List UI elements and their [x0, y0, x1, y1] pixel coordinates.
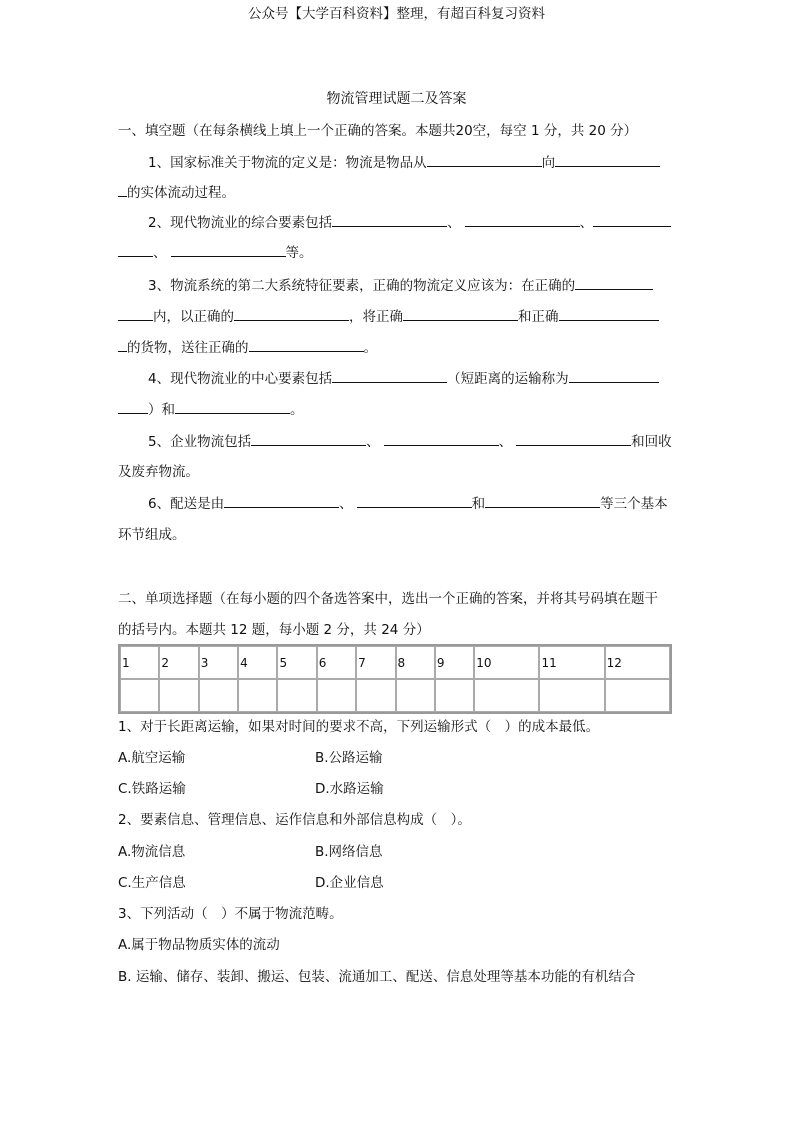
answer-blank[interactable]: [118, 338, 127, 352]
q3-line3: [118, 338, 674, 357]
answer-cell[interactable]: [539, 679, 604, 712]
mc-q3-option-a: A.属于物品物质实体的流动: [118, 937, 280, 953]
q1-line1: [148, 153, 674, 172]
mc-q3-stem: 3、下列活动（ ）不属于物流范畴。: [118, 906, 343, 922]
q4-text: （短距离的运输称为: [447, 371, 569, 387]
answer-blank[interactable]: [403, 307, 518, 321]
answer-cell[interactable]: [474, 679, 539, 712]
mc-q1-option-d: D.水路运输: [315, 781, 384, 797]
answer-table: [118, 644, 672, 714]
q6-text: 、: [339, 496, 353, 512]
answer-cell[interactable]: [396, 679, 435, 712]
q3-line2: [118, 307, 674, 326]
answer-blank[interactable]: [357, 494, 472, 508]
q5-text: 、: [498, 434, 513, 450]
q4-text: 。: [290, 402, 304, 418]
q2-line1: [148, 213, 674, 232]
answer-blank[interactable]: [118, 243, 153, 257]
q4-line2: [118, 400, 674, 419]
answer-blank[interactable]: [516, 432, 631, 446]
answer-cell[interactable]: [605, 679, 670, 712]
q3-text: ，将正确: [349, 309, 403, 325]
q6-line1: [148, 494, 674, 513]
mc-q1-option-c: C.铁路运输: [118, 781, 186, 797]
q1-text: 1、国家标准关于物流的定义是：物流是物品从: [148, 155, 427, 171]
section2-heading: 二、单项选择题（在每小题的四个备选答案中，选出一个正确的答案，并将其号码填在题干: [118, 591, 658, 607]
answer-cell[interactable]: [317, 679, 356, 712]
section2-heading-cont: 的括号内。本题共 12 题，每小题 2 分，共 24 分）: [118, 622, 430, 638]
table-header-cell: 5: [277, 646, 316, 679]
q2-text: 等。: [285, 245, 313, 261]
q1-text: 的实体流动过程。: [127, 185, 235, 201]
table-header-cell: 12: [605, 646, 670, 679]
q3-text: 3、物流系统的第二大系统特征要素，正确的物流定义应该为：在正确的: [148, 278, 576, 294]
q6-text: 6、配送是由: [148, 496, 225, 512]
answer-blank[interactable]: [559, 307, 659, 321]
q3-text: 和正确: [518, 309, 559, 325]
mc-q1-stem: 1、对于长距离运输，如果对时间的要求不高，下列运输形式（ ）的成本最低。: [118, 719, 600, 735]
q6-line2: 环节组成。: [118, 527, 186, 543]
q5-text: 和回收: [631, 434, 672, 450]
page-header: 公众号【大学百科资料】整理，有超百科复习资料: [248, 6, 545, 22]
answer-blank[interactable]: [332, 213, 447, 227]
answer-cell[interactable]: [238, 679, 277, 712]
answer-blank[interactable]: [175, 400, 290, 414]
q5-text: 5、企业物流包括: [148, 434, 252, 450]
q3-line1: [148, 276, 674, 295]
table-header-cell: 4: [238, 646, 277, 679]
q4-text: 4、现代物流业的中心要素包括: [148, 371, 333, 387]
q2-text: 、: [579, 215, 594, 231]
q3-text: 内，以正确的: [153, 309, 234, 325]
q2-text: 、: [153, 245, 167, 261]
q4-text: ）和: [148, 402, 175, 418]
answer-blank[interactable]: [384, 432, 499, 446]
table-header-cell: 6: [317, 646, 356, 679]
q6-text: 等三个基本: [600, 496, 668, 512]
answer-blank[interactable]: [249, 338, 364, 352]
answer-blank[interactable]: [118, 400, 148, 414]
answer-cell[interactable]: [199, 679, 238, 712]
mc-q2-option-b: B.网络信息: [315, 844, 383, 860]
answer-blank[interactable]: [234, 307, 349, 321]
table-header-cell: 7: [356, 646, 395, 679]
mc-q2-option-a: A.物流信息: [118, 844, 186, 860]
q2-line2: [118, 243, 674, 262]
answer-cell[interactable]: [159, 679, 198, 712]
answer-blank[interactable]: [575, 276, 653, 290]
q1-text: 向: [541, 155, 556, 171]
answer-cell[interactable]: [435, 679, 474, 712]
table-header-cell: 8: [396, 646, 435, 679]
section1-heading: 一、填空题（在每条横线上填上一个正确的答案。本题共20空，每空 1 分，共 20 分）: [118, 123, 638, 139]
mc-q1-option-a: A.航空运输: [118, 750, 186, 766]
answer-blank[interactable]: [118, 307, 153, 321]
q4-line1: [148, 369, 674, 388]
mc-q2-option-d: D.企业信息: [315, 875, 384, 891]
q5-line1: [148, 432, 674, 451]
q6-text: 和: [471, 496, 486, 512]
q5-line2: 及废弃物流。: [118, 464, 199, 480]
answer-blank[interactable]: [118, 183, 127, 197]
answer-cell[interactable]: [120, 679, 159, 712]
answer-table-header-row: [120, 646, 670, 679]
mc-q1-option-b: B.公路运输: [315, 750, 383, 766]
table-header-cell: 2: [159, 646, 198, 679]
answer-blank[interactable]: [251, 432, 366, 446]
q2-text: 2、现代物流业的综合要素包括: [148, 215, 333, 231]
answer-cell[interactable]: [356, 679, 395, 712]
q5-text: 、: [366, 434, 380, 450]
answer-blank[interactable]: [569, 369, 659, 383]
answer-blank[interactable]: [171, 243, 286, 257]
table-header-cell: 11: [539, 646, 604, 679]
table-header-cell: 1: [120, 646, 159, 679]
mc-q2-option-c: C.生产信息: [118, 875, 186, 891]
page-title: 物流管理试题二及答案: [326, 91, 467, 107]
table-header-cell: 9: [435, 646, 474, 679]
answer-blank[interactable]: [332, 369, 447, 383]
answer-blank[interactable]: [593, 213, 671, 227]
answer-blank[interactable]: [555, 153, 660, 167]
answer-cell[interactable]: [277, 679, 316, 712]
answer-blank[interactable]: [427, 153, 542, 167]
q3-text: 的货物，送往正确的: [127, 340, 249, 356]
answer-blank[interactable]: [224, 494, 339, 508]
q3-text: 。: [363, 340, 377, 356]
q1-line2: [118, 183, 674, 202]
q2-text: 、: [447, 215, 461, 231]
mc-q3-option-b: B. 运输、储存、装卸、搬运、包装、流通加工、配送、信息处理等基本功能的有机结合: [118, 969, 636, 985]
answer-blank[interactable]: [465, 213, 580, 227]
mc-q2-stem: 2、要素信息、管理信息、运作信息和外部信息构成（ ）。: [118, 812, 471, 828]
answer-table-answer-row: [120, 679, 670, 712]
table-header-cell: 10: [474, 646, 539, 679]
answer-blank[interactable]: [485, 494, 600, 508]
table-header-cell: 3: [199, 646, 238, 679]
